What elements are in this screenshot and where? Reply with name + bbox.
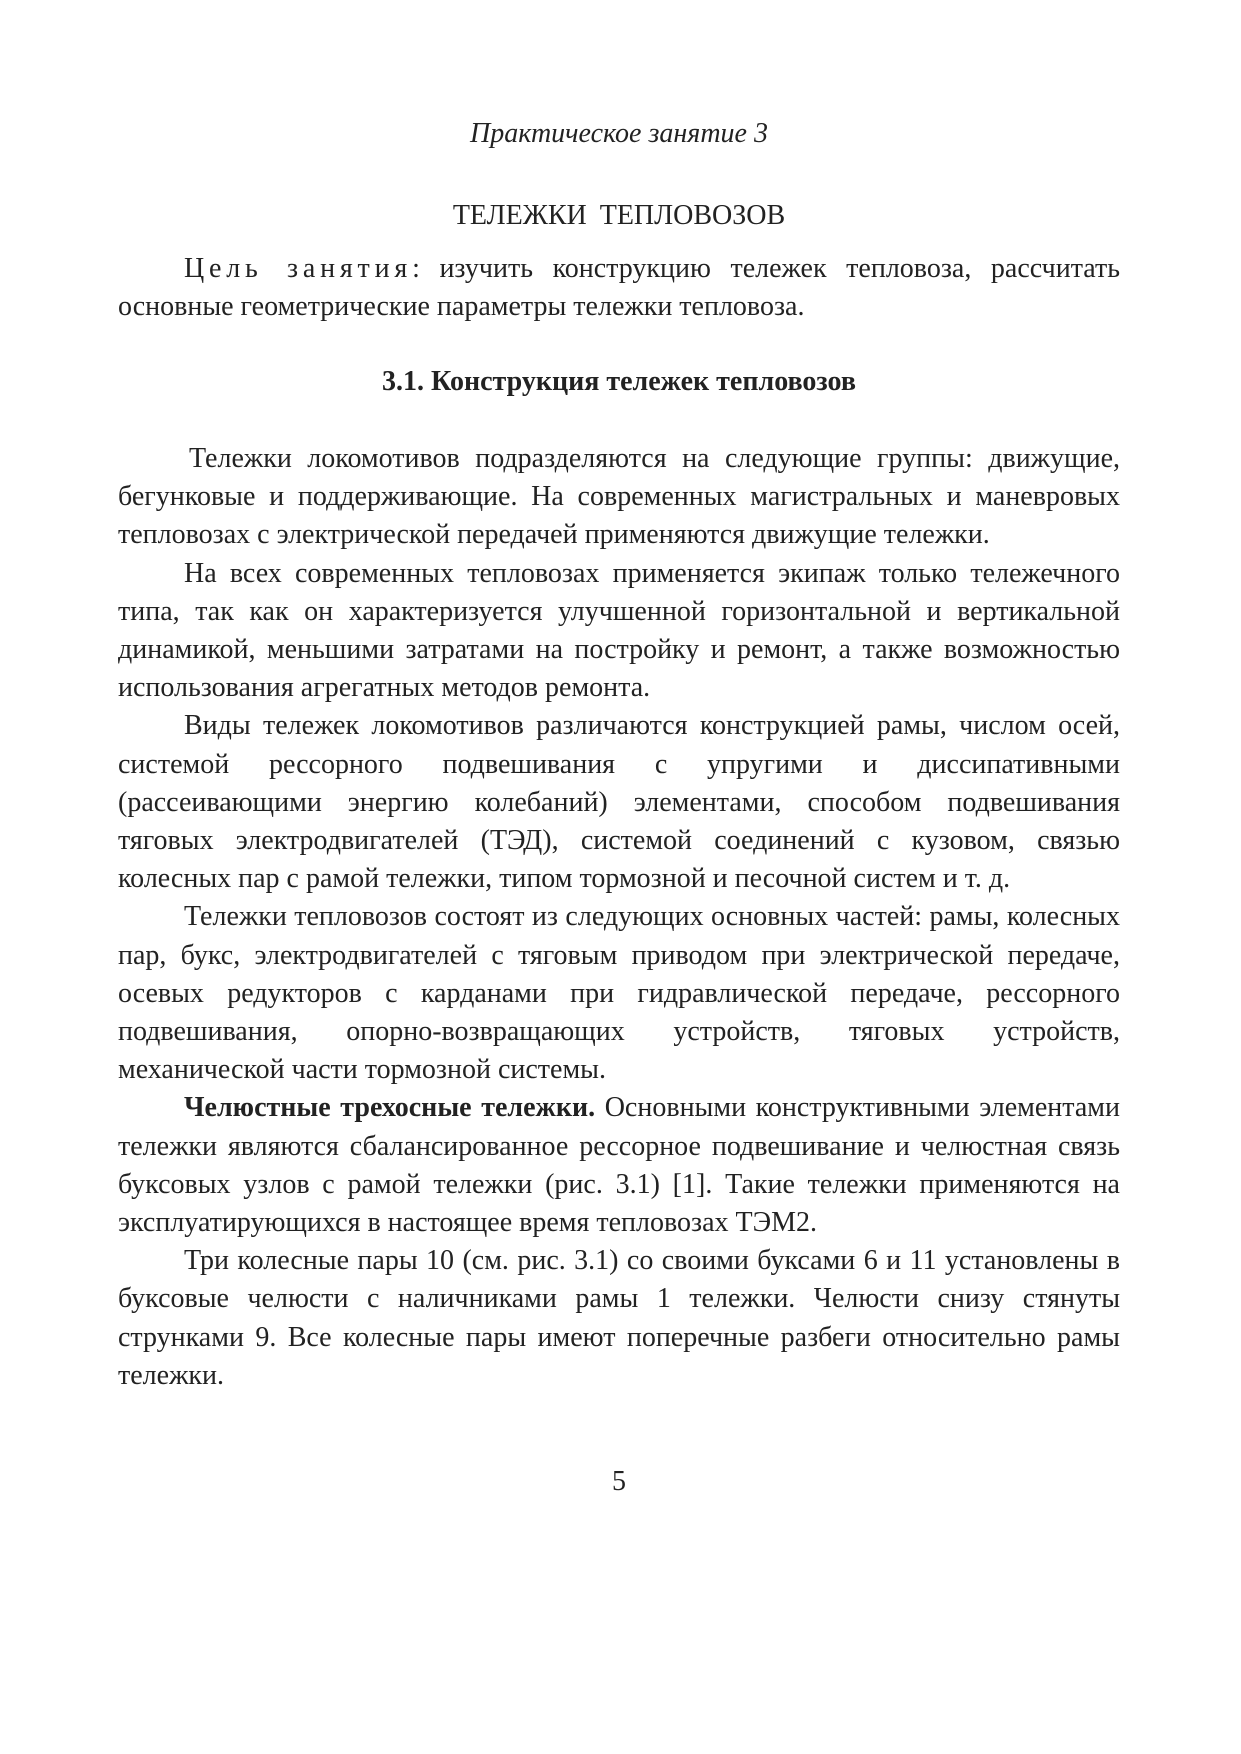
- paragraph-5: [118, 1089, 1120, 1242]
- paragraph-3: Виды тележек локомотивов различаются конструкцией рамы, числом осей, системой рессорного подвешивания с упругими и диссипативными (рассеивающими энергию колебаний) элементами, способом подвешивания тяговых электродвигателей (ТЭД), системой соединений с кузовом, связью колесных пар с рамой тележки, типом тормозной и песочной систем и т. д.: [118, 710, 1120, 895]
- section-title: 3.1. Конструкция тележек тепловозов: [382, 366, 856, 397]
- paragraph-5-lead: Челюстные трехосные тележки.: [184, 1092, 596, 1124]
- paragraph-6: Три колесные пары 10 (см. рис. 3.1) со своими буксами 6 и 11 установлены в буксовые челюсти с наличниками рамы 1 тележки. Челюсти снизу стянуты струнками 9. Все колесные пары имеют поперечные разбеги относительно рамы тележки.: [118, 1245, 1120, 1391]
- paragraph-4: Тележки тепловозов состоят из следующих основных частей: рамы, колесных пар, букс, электродвигателей с тяговым приводом при электрической передаче, осевых редукторов с карданами при гидравлической передаче, рессорного подвешивания, опорно-возвращающих устройств, тяговых устройств, механической части тормозной системы.: [118, 901, 1120, 1086]
- practice-label: Практическое занятие 3: [470, 118, 768, 149]
- goal-paragraph: [118, 250, 1120, 326]
- paragraph-2: На всех современных тепловозах применяется экипаж только тележечного типа, так как он характеризуется улучшенной горизонтальной и вертикальной динамикой, меньшими затратами на постройку и ремонт, а также возможностью использования агрегатных методов ремонта.: [118, 557, 1120, 704]
- lesson-goal: [118, 250, 1120, 326]
- chapter-title: ТЕЛЕЖКИ ТЕПЛОВОЗОВ: [452, 200, 786, 231]
- page-number: 5: [612, 1466, 626, 1497]
- paragraph-1: Тележки локомотивов подразделяются на следующие группы: движущие, бегунковые и поддерживающие. На современных магистральных и маневровых тепловозах с электрической передачей применяются движущие тележки.: [118, 443, 1120, 551]
- goal-text: : изучить конструкцию тележек тепловоза, рассчитать основные геометрические параметры тележки тепловоза.: [118, 253, 1120, 323]
- document-page: [118, 0, 1120, 1754]
- paragraph-5-text: Основными конструктивными элементами тележки являются сбалансированное рессорное подвешивание и челюстная связь буксовых узлов с рамой тележки (рис. 3.1) [1]. Такие тележки применяются на эксплуатирующихся в настоящее время тепловозах ТЭМ2.: [118, 1092, 1121, 1239]
- goal-lead: Цель занятия: [184, 253, 413, 284]
- body-text: [118, 440, 1120, 1395]
